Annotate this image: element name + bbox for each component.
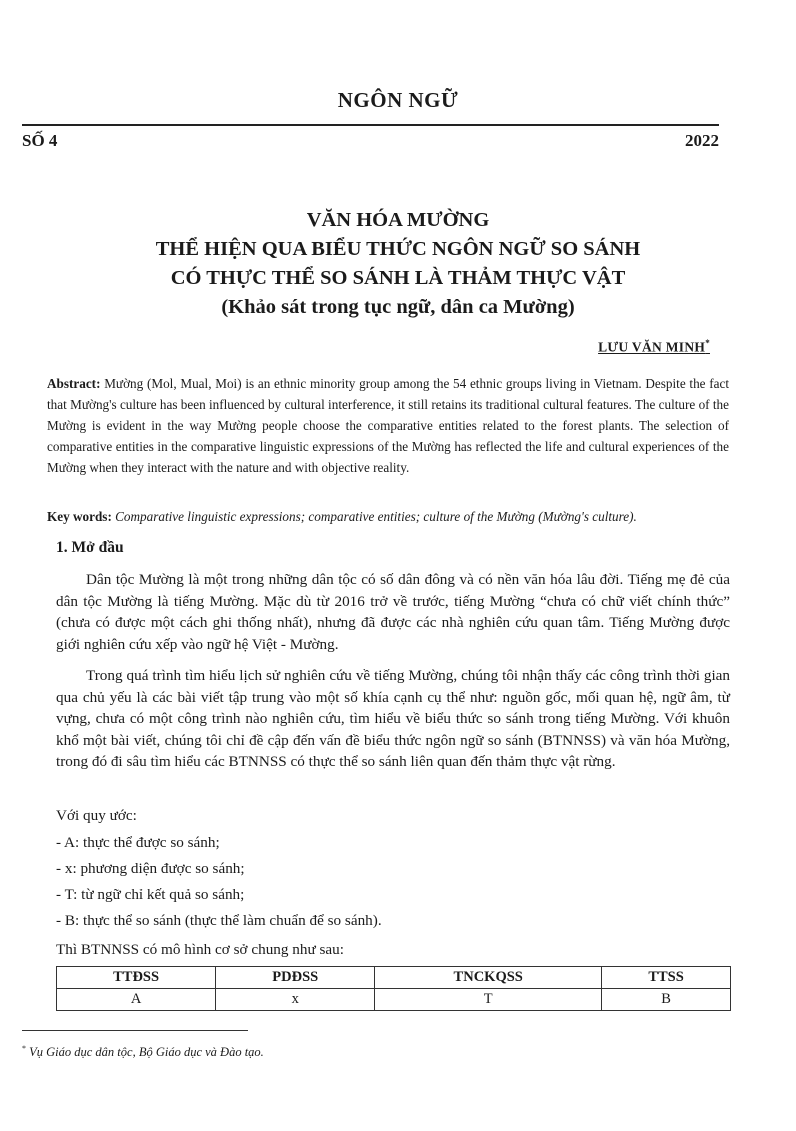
footnote-mark: * bbox=[22, 1044, 26, 1053]
abstract-text: Mường (Mol, Mual, Moi) is an ethnic minority group among the 54 ethnic groups living in Vietnam. Despite the fact that Mường's culture has been influenced by cultural interference, it still retains its traditional cultural features. The culture of the Mường is evident in the way Mường people choose the comparative entities related to the forest plants. The selection of comparative entities in the comparative linguistic expressions of the Mường has reflected the life and cultural experiences of the Mường when they interact with the nature and with objective reality. bbox=[47, 376, 730, 475]
table-header-cell: TTĐSS bbox=[57, 967, 216, 989]
conventions-heading: Với quy ước: bbox=[56, 807, 137, 824]
section-heading: 1. Mở đầu bbox=[56, 539, 124, 556]
abstract bbox=[47, 373, 729, 478]
title-line-4: (Khảo sát trong tục ngữ, dân ca Mường) bbox=[221, 296, 575, 318]
journal-title: NGÔN NGỮ bbox=[337, 88, 459, 112]
convention-item: - T: từ ngữ chỉ kết quả so sánh; bbox=[56, 886, 245, 903]
convention-item: - B: thực thể so sánh (thực thể làm chuẩn để so sánh). bbox=[56, 912, 382, 929]
title-line-1: VĂN HÓA MƯỜNG bbox=[306, 209, 490, 231]
keywords-text: Comparative linguistic expressions; comparative entities; culture of the Mường (Mường's culture). bbox=[115, 509, 637, 524]
issue-year: 2022 bbox=[685, 131, 719, 150]
abstract-label: Abstract: bbox=[47, 376, 101, 391]
model-intro: Thì BTNNSS có mô hình cơ sở chung như sau: bbox=[56, 941, 344, 958]
header-rule bbox=[22, 124, 719, 126]
keywords bbox=[47, 506, 729, 527]
title-line-3: CÓ THỰC THỂ SO SÁNH LÀ THẢM THỰC VẬT bbox=[170, 267, 626, 289]
table-cell: T bbox=[375, 989, 602, 1011]
table-cell: A bbox=[57, 989, 216, 1011]
paragraph-1: Dân tộc Mường là một trong những dân tộc có số dân đông và có nền văn hóa lâu đời. Tiếng mẹ đẻ của dân tộc Mường là tiếng Mường. Mặc dù từ 2016 trở về trước, tiếng Mường “chưa có chữ viết chính thức” (chưa có được một cách ghi thống nhất), nhưng đã được các nhà nghiên cứu quan tâm. Tiếng Mường được giới nghiên cứu xếp vào ngữ hệ Việt - Mường. bbox=[56, 571, 730, 653]
article-title bbox=[0, 206, 796, 322]
table-header-row bbox=[57, 967, 731, 989]
issue-number: SỐ 4 bbox=[22, 131, 58, 150]
convention-item: - A: thực thể được so sánh; bbox=[56, 834, 220, 851]
author-name: LƯU VĂN MINH bbox=[598, 339, 706, 355]
table-header-cell: TTSS bbox=[602, 967, 731, 989]
footnote-rule bbox=[22, 1030, 248, 1031]
author-footnote-mark: * bbox=[705, 338, 710, 348]
footnote bbox=[22, 1044, 264, 1060]
keywords-label: Key words: bbox=[47, 509, 112, 524]
title-line-2: THỂ HIỆN QUA BIỂU THỨC NGÔN NGỮ SO SÁNH bbox=[155, 238, 641, 260]
footnote-text: Vụ Giáo dục dân tộc, Bộ Giáo dục và Đào tạo. bbox=[29, 1045, 264, 1060]
paragraph-2: Trong quá trình tìm hiểu lịch sử nghiên cứu về tiếng Mường, chúng tôi nhận thấy các công trình thời gian qua chủ yếu là các bài viết tập trung vào một số khía cạnh cụ thể như: nguồn gốc, mối quan hệ, ngữ âm, từ vựng, chưa có một công trình nào nghiên cứu, tìm hiểu về biểu thức so sánh trong tiếng Mường. Với khuôn khổ một bài viết, chúng tôi chỉ đề cập đến vấn đề biểu thức ngôn ngữ so sánh (BTNNSS) và văn hóa Mường, trong đó đi sâu tìm hiểu các BTNNSS có thực thể so sánh liên quan đến thảm thực vật rừng. bbox=[56, 667, 730, 770]
table-header-cell: PDĐSS bbox=[216, 967, 375, 989]
table-cell: x bbox=[216, 989, 375, 1011]
table-cell: B bbox=[602, 989, 731, 1011]
model-table bbox=[56, 966, 731, 1011]
author bbox=[598, 338, 710, 356]
table-header-cell: TNCKQSS bbox=[375, 967, 602, 989]
convention-item: - x: phương diện được so sánh; bbox=[56, 860, 245, 877]
issue-row bbox=[22, 131, 719, 151]
table-row bbox=[57, 989, 731, 1011]
